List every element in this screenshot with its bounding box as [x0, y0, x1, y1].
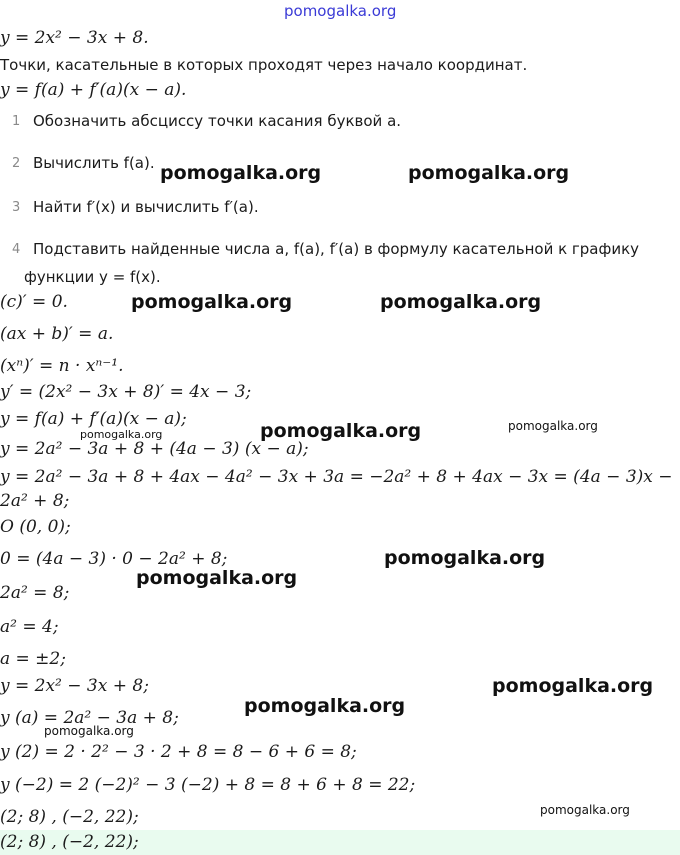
watermark: pomogalka.org	[260, 420, 422, 442]
watermark: pomogalka.org	[540, 803, 630, 817]
solution-function-restated: y = 2x² − 3x + 8;	[0, 676, 149, 696]
solution-y-of-a: y (a) = 2a² − 3a + 8;	[0, 708, 179, 728]
solution-expansion-continued: 2a² + 8;	[0, 491, 70, 511]
step-text-1: Обозначить абсциссу точки касания буквой a.	[33, 112, 402, 130]
watermark: pomogalka.org	[244, 695, 406, 717]
step-text-3: Найти f′(x) и вычислить f′(a).	[33, 198, 259, 216]
watermark: pomogalka.org	[384, 547, 546, 569]
solution-step-a2: a² = 4;	[0, 617, 59, 637]
solution-substitution: y = 2a² − 3a + 8 + (4a − 3) (x − a);	[0, 439, 309, 459]
solution-expansion: y = 2a² − 3a + 8 + 4ax − 4a² − 3x + 3a = −2a² + 8 + 4ax − 3x = (4a − 3)x −	[0, 467, 673, 487]
solution-y-of-2: y (2) = 2 · 2² − 3 · 2 + 8 = 8 − 6 + 6 = 8;	[0, 742, 357, 762]
step-number-1: 1	[12, 114, 21, 129]
function-equation: y = 2x² − 3x + 8.	[0, 28, 149, 48]
watermark: pomogalka.org	[44, 724, 134, 738]
step-text-4: Подставить найденные числа a, f(a), f′(a) в формулу касательной к графику	[33, 240, 640, 258]
solution-a-values: a = ±2;	[0, 649, 66, 669]
watermark: pomogalka.org	[131, 291, 293, 313]
watermark: pomogalka.org	[408, 162, 570, 184]
watermark: pomogalka.org	[492, 675, 654, 697]
watermark: pomogalka.org	[380, 291, 542, 313]
watermark: pomogalka.org	[136, 567, 298, 589]
solution-y-of-minus-2: y (−2) = 2 (−2)² − 3 (−2) + 8 = 8 + 6 + 8 = 22;	[0, 775, 416, 795]
watermark: pomogalka.org	[508, 419, 598, 433]
watermark: pomogalka.org	[80, 428, 163, 441]
watermark: pomogalka.org	[160, 162, 322, 184]
tangent-formula: y = f(a) + f′(a)(x − a).	[0, 80, 187, 100]
rule-power: (xⁿ)′ = n · xⁿ⁻¹.	[0, 356, 124, 376]
solution-origin-substitution: 0 = (4a − 3) · 0 − 2a² + 8;	[0, 549, 228, 569]
rule-constant: (c)′ = 0.	[0, 292, 68, 312]
task-statement: Точки, касательные в которых проходят через начало координат.	[0, 56, 528, 74]
step-number-2: 2	[12, 156, 21, 171]
solution-points: (2; 8) , (−2, 22);	[0, 807, 139, 827]
step-text-2: Вычислить f(a).	[33, 154, 155, 172]
site-watermark-top[interactable]: pomogalka.org	[284, 2, 397, 20]
solution-tangent-general: y = f(a) + f′(a)(x − a);	[0, 409, 187, 429]
step-number-4: 4	[12, 242, 21, 257]
solution-step-2a2: 2a² = 8;	[0, 583, 70, 603]
step-number-3: 3	[12, 200, 21, 215]
answer-text: (2; 8) , (−2, 22);	[0, 832, 139, 852]
rule-linear: (ax + b)′ = a.	[0, 324, 114, 344]
step-text-4-continued: функции y = f(x).	[24, 268, 161, 286]
solution-origin-point: O (0, 0);	[0, 517, 71, 537]
solution-derivative: y′ = (2x² − 3x + 8)′ = 4x − 3;	[0, 382, 252, 402]
